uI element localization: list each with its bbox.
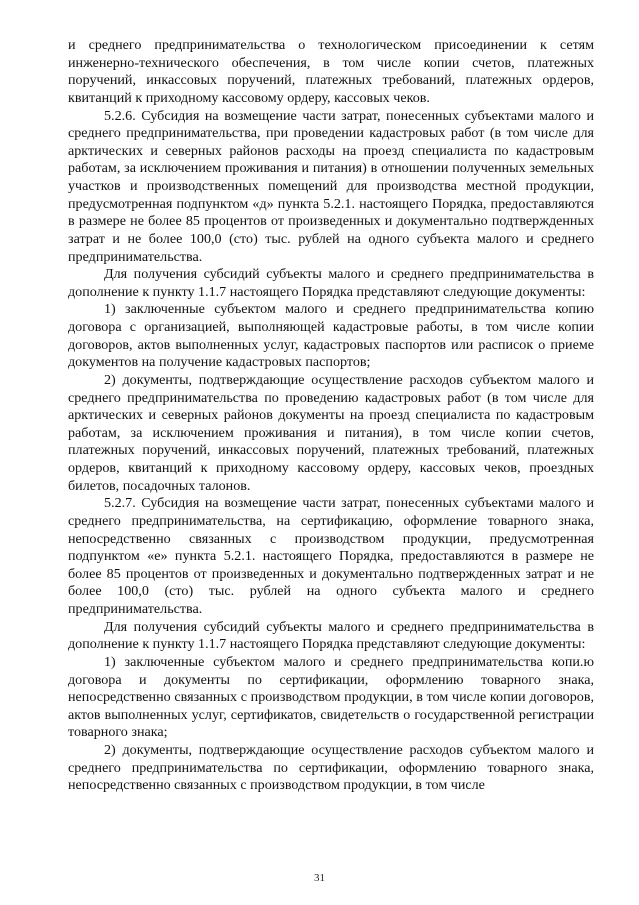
paragraph-documents-intro-1: Для получения субсидий субъекты малого и среднего предпринимательства в дополнение к пункту 1.1.7 настоящего Порядка представляют следующие документы:: [68, 266, 594, 300]
document-body: [68, 37, 594, 795]
paragraph-item-1-certification: 1) заключенные субъектом малого и среднего предпринимательства копи.ю договора и документы по сертификации, оформлению товарного знака, непосредственно связанных с производством продукции, в том числе копии договоров, актов выполненных услуг, сертификатов, свидетельств о государственной регистрации товарного знака;: [68, 653, 594, 741]
paragraph-item-1-cadastral: 1) заключенные субъектом малого и среднего предпринимательства копию договора с организацией, выполняющей кадастровые работы, в том числе копии договоров, актов выполненных услуг, кадастровых паспортов или расписок о приеме документов на получение кадастровых паспортов;: [68, 301, 594, 371]
paragraph-documents-intro-2: Для получения субсидий субъекты малого и среднего предпринимательства в дополнение к пункту 1.1.7 настоящего Порядка представляют следующие документы:: [68, 618, 594, 653]
page-number: 31: [314, 872, 325, 884]
paragraph-continuation: и среднего предпринимательства о технологическом присоединении к сетям инженерно-технического обеспечения, в том числе копии счетов, платежных поручений, инкассовых поручений, платежных требований, платежных ордеров, квитанций к приходному кассовому ордеру, кассовых чеков.: [68, 37, 594, 106]
paragraph-item-2-certification: 2) документы, подтверждающие осуществление расходов субъектом малого и среднего предпринимательства по сертификации, оформлению товарного знака, непосредственно связанных с производством продукции, в том числе: [68, 742, 594, 794]
paragraph-5-2-7: 5.2.7. Субсидия на возмещение части затрат, понесенных субъектами малого и среднего предпринимательства, на сертификацию, оформление товарного знака, непосредственно связанных с производством продукции, предусмотренная подпунктом «е» пункта 5.2.1. настоящего Порядка, предоставляются в размере не более 85 процентов от произведенных и документально подтвержденных затрат и не более 100,0 (сто) тыс. рублей на одного субъекта малого и среднего предпринимательства.: [68, 495, 594, 617]
paragraph-item-2-cadastral: 2) документы, подтверждающие осуществление расходов субъектом малого и среднего предпринимательства по проведению кадастровых работ (в том числе для арктических и северных районов документы на проезд специалиста по кадастровым работам, за исключением проживания и питания), в том числе копии счетов, платежных поручений, инкассовых поручений, платежных требований, платежных ордеров, квитанций к приходному кассовому ордеру, кассовых чеков, проездных билетов, посадочных талонов.: [68, 371, 594, 494]
paragraph-5-2-6: 5.2.6. Субсидия на возмещение части затрат, понесенных субъектами малого и среднего предпринимательства, при проведении кадастровых работ (в том числе для арктических и северных районов расходы на проезд специалиста по кадастровым работам, за исключением проживания и питания) в отношении полученных земельных участков и производственных помещений для производства местной продукции, предусмотренная подпунктом «д» пункта 5.2.1. настоящего Порядка, предоставляются в размере не более 85 процентов от произведенных и документально подтвержденных затрат и не более 100,0 (сто) тыс. рублей на одного субъекта малого и среднего предпринимательства.: [68, 107, 594, 265]
